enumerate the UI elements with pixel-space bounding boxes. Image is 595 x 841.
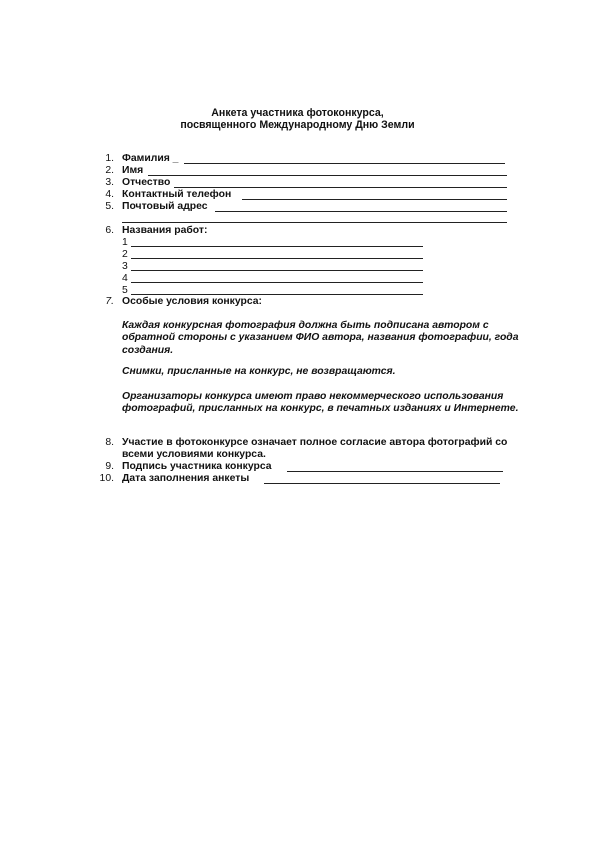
work-item-4-line[interactable] <box>131 282 423 283</box>
address-input-line-2[interactable] <box>122 222 507 223</box>
field-number: 4. <box>105 189 114 200</box>
patronymic-input-line[interactable] <box>174 187 507 188</box>
field-number: 3. <box>105 177 114 188</box>
condition-paragraph-1: Каждая конкурсная фотография должна быть подписана автором с обратной стороны с указанием ФИО автора, названия фотографии, года создания. <box>122 320 519 356</box>
field-label: Названия работ: <box>122 225 208 236</box>
document-title <box>0 107 595 131</box>
field-number: 9. <box>105 461 114 472</box>
work-item-1-line[interactable] <box>131 246 423 247</box>
field-number: 7. <box>105 296 114 307</box>
work-item-2-number: 2 <box>122 249 128 260</box>
work-item-3-line[interactable] <box>131 270 423 271</box>
signature-input-line[interactable] <box>287 471 503 472</box>
work-item-1-number: 1 <box>122 237 128 248</box>
agreement-text: Участие в фотоконкурсе означает полное согласие автора фотографий со всеми условиями конкурса. <box>122 437 508 461</box>
work-item-2-line[interactable] <box>131 258 423 259</box>
field-label: Контактный телефон <box>122 189 232 200</box>
field-label: Фамилия _ <box>122 153 179 164</box>
condition-paragraph-3: Организаторы конкурса имеют право некоммерческого использования фотографий, присланных на конкурс, в печатных изданиях и Интернете. <box>122 391 519 415</box>
title-line-2: посвященного Международному Дню Земли <box>180 119 415 131</box>
phone-input-line[interactable] <box>242 199 507 200</box>
field-number: 6. <box>105 225 114 236</box>
field-label: Имя <box>122 165 144 176</box>
work-item-4-number: 4 <box>122 273 128 284</box>
surname-input-line[interactable] <box>184 163 505 164</box>
field-label: Особые условия конкурса: <box>122 296 263 307</box>
field-number: 8. <box>105 437 114 448</box>
field-label: Почтовый адрес <box>122 201 208 212</box>
field-number: 10. <box>99 473 114 484</box>
condition-paragraph-2: Снимки, присланные на конкурс, не возвращаются. <box>122 366 396 377</box>
field-number: 1. <box>105 153 114 164</box>
field-label: Дата заполнения анкеты <box>122 473 250 484</box>
field-number: 5. <box>105 201 114 212</box>
work-item-3-number: 3 <box>122 261 128 272</box>
field-label: Отчество <box>122 177 171 188</box>
address-input-line[interactable] <box>215 211 507 212</box>
work-item-5-number: 5 <box>122 285 128 296</box>
work-item-5-line[interactable] <box>131 294 423 295</box>
name-input-line[interactable] <box>148 175 507 176</box>
field-label: Подпись участника конкурса <box>122 461 272 472</box>
date-input-line[interactable] <box>264 483 500 484</box>
title-line-1: Анкета участника фотоконкурса, <box>211 107 384 119</box>
field-number: 2. <box>105 165 114 176</box>
